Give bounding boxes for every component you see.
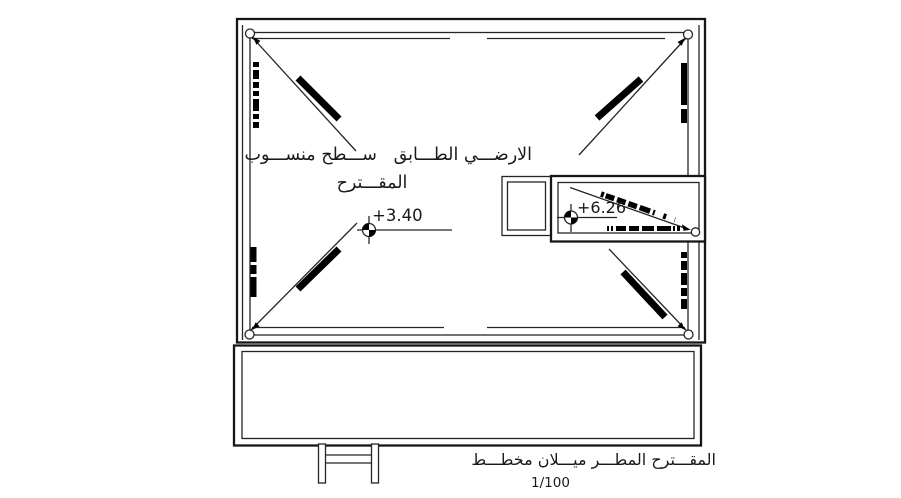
elevation-value-upper-box: +6.26: [577, 198, 627, 217]
ladder-symbol: [319, 444, 379, 483]
annex-inner-edge: [242, 352, 694, 439]
slope-diagonal-bottom-left: [251, 223, 357, 330]
stair-box-outer: [502, 177, 551, 236]
drawing-caption: المقـــترح المطـــر ميـــلان مخطـــط: [471, 450, 716, 469]
corner-arrow-bottom-left: [252, 322, 260, 330]
corner-circle-bottom-right: [684, 330, 693, 339]
upper-roof-box-outer: [551, 176, 705, 242]
slope-diagonal-top-left: [252, 37, 356, 151]
upper-roof-corner-circle: [691, 228, 699, 236]
annex-outline: [234, 346, 701, 446]
slope-diagonal-top-right: [579, 38, 686, 155]
corner-arrow-bottom-right: [678, 322, 685, 330]
ladder-rail-left: [319, 444, 326, 483]
corner-circle-top-right: [684, 30, 693, 39]
drain-bar-bottom-left: [298, 249, 339, 289]
corner-circle-bottom-left: [245, 330, 254, 339]
level-marker-roof-quadrant-se: [369, 230, 376, 237]
roof-level-title-line1: الارضـــي الطـــابق ســـطح منســـوب: [244, 145, 532, 165]
drain-bar-top-left: [298, 78, 339, 119]
corner-arrow-top-right: [678, 38, 686, 46]
elevation-value-roof: +3.40: [372, 206, 423, 225]
corner-circle-top-left: [246, 29, 255, 38]
slope-diagonal-bottom-right: [609, 249, 686, 330]
level-marker-roof-quadrant-nw: [363, 224, 370, 231]
ladder-rail-right: [372, 444, 379, 483]
drain-bar-bottom-right: [623, 272, 665, 317]
drawing-scale: 1/100: [531, 475, 570, 491]
roof-level-title-line2: المقـــترح: [336, 173, 408, 193]
